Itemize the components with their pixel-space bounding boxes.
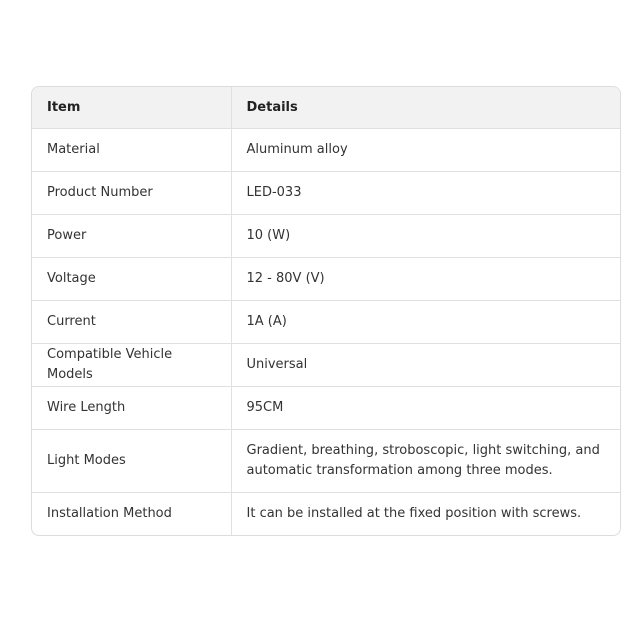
header-details: Details [231, 87, 620, 129]
table-row [32, 215, 620, 258]
table-row [32, 301, 620, 344]
table-row [32, 172, 620, 215]
row-item-value: 95CM [231, 387, 620, 430]
table-row [32, 430, 620, 493]
table-header-row [32, 87, 620, 129]
spec-table [32, 87, 620, 535]
table-row [32, 387, 620, 430]
row-item-value: Aluminum alloy [231, 129, 620, 172]
row-item-value: 1A (A) [231, 301, 620, 344]
row-item-label: Power [32, 215, 231, 258]
row-item-value: Gradient, breathing, stroboscopic, light switching, and automatic transformation among three modes. [231, 430, 620, 493]
row-item-value: Universal [231, 344, 620, 387]
row-item-value: 10 (W) [231, 215, 620, 258]
spec-table-container [31, 86, 621, 536]
row-item-label: Wire Length [32, 387, 231, 430]
row-item-label: Material [32, 129, 231, 172]
table-row [32, 129, 620, 172]
table-row [32, 344, 620, 387]
row-item-label: Light Modes [32, 430, 231, 493]
table-row [32, 258, 620, 301]
row-item-label: Installation Method [32, 493, 231, 536]
table-row [32, 493, 620, 536]
row-item-label: Compatible Vehicle Models [32, 344, 231, 387]
row-item-value: It can be installed at the fixed position with screws. [246, 506, 582, 521]
row-item-label: Current [32, 301, 231, 344]
row-item-label: Voltage [32, 258, 231, 301]
header-item: Item [32, 87, 231, 129]
row-item-value: LED-033 [231, 172, 620, 215]
row-item-label: Product Number [32, 172, 231, 215]
row-item-value: 12 - 80V (V) [231, 258, 620, 301]
